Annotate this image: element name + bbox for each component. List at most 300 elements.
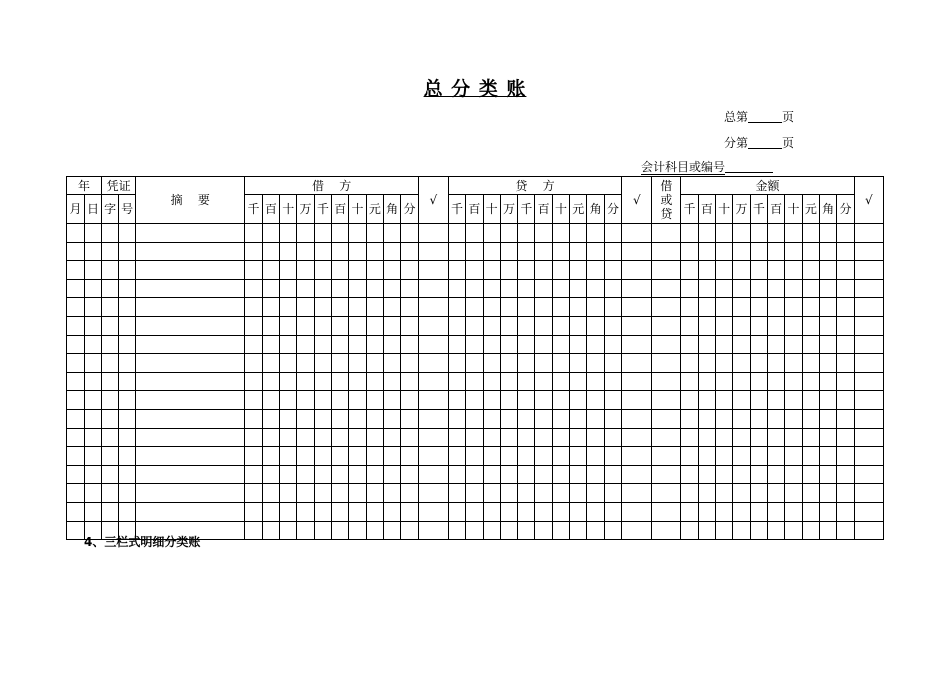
ledger-cell[interactable] [136,335,245,354]
ledger-cell[interactable] [518,261,535,280]
ledger-cell[interactable] [280,242,297,261]
ledger-cell[interactable] [384,261,401,280]
ledger-cell[interactable] [587,447,604,466]
ledger-cell[interactable] [716,354,733,373]
ledger-cell[interactable] [570,335,587,354]
ledger-cell[interactable] [366,521,383,540]
ledger-cell[interactable] [483,316,500,335]
ledger-cell[interactable] [716,465,733,484]
ledger-cell[interactable] [552,521,569,540]
ledger-cell[interactable] [483,335,500,354]
ledger-cell[interactable] [819,316,836,335]
ledger-cell[interactable] [466,335,483,354]
ledger-cell[interactable] [466,279,483,298]
ledger-cell[interactable] [768,502,785,521]
ledger-cell[interactable] [401,391,418,410]
ledger-cell[interactable] [681,316,698,335]
ledger-cell[interactable] [448,409,465,428]
ledger-cell[interactable] [384,279,401,298]
ledger-cell[interactable] [119,447,136,466]
ledger-cell[interactable] [466,409,483,428]
ledger-cell[interactable] [384,447,401,466]
ledger-cell[interactable] [622,354,652,373]
ledger-cell[interactable] [587,224,604,243]
ledger-cell[interactable] [802,261,819,280]
ledger-cell[interactable] [716,447,733,466]
ledger-cell[interactable] [466,224,483,243]
ledger-cell[interactable] [280,465,297,484]
ledger-cell[interactable] [500,391,517,410]
ledger-cell[interactable] [698,242,715,261]
ledger-cell[interactable] [349,521,366,540]
ledger-cell[interactable] [85,465,102,484]
ledger-cell[interactable] [500,521,517,540]
ledger-cell[interactable] [681,409,698,428]
ledger-cell[interactable] [552,372,569,391]
ledger-cell[interactable] [280,521,297,540]
ledger-cell[interactable] [733,261,750,280]
ledger-cell[interactable] [349,428,366,447]
ledger-cell[interactable] [466,502,483,521]
ledger-cell[interactable] [262,335,279,354]
ledger-cell[interactable] [314,242,331,261]
ledger-cell[interactable] [483,224,500,243]
ledger-cell[interactable] [837,279,854,298]
ledger-cell[interactable] [366,391,383,410]
ledger-cell[interactable] [535,372,552,391]
ledger-cell[interactable] [500,447,517,466]
ledger-cell[interactable] [535,484,552,503]
ledger-cell[interactable] [802,242,819,261]
ledger-cell[interactable] [401,521,418,540]
ledger-cell[interactable] [366,316,383,335]
ledger-cell[interactable] [768,261,785,280]
ledger-cell[interactable] [297,316,314,335]
ledger-cell[interactable] [483,484,500,503]
ledger-cell[interactable] [119,224,136,243]
ledger-cell[interactable] [67,465,85,484]
ledger-cell[interactable] [854,354,883,373]
ledger-cell[interactable] [733,521,750,540]
ledger-cell[interactable] [604,316,621,335]
ledger-cell[interactable] [314,391,331,410]
ledger-cell[interactable] [245,335,262,354]
ledger-cell[interactable] [119,316,136,335]
ledger-cell[interactable] [681,465,698,484]
ledger-cell[interactable] [102,502,119,521]
ledger-cell[interactable] [384,502,401,521]
ledger-cell[interactable] [604,335,621,354]
ledger-cell[interactable] [819,484,836,503]
ledger-cell[interactable] [418,521,448,540]
ledger-cell[interactable] [587,354,604,373]
ledger-cell[interactable] [837,372,854,391]
ledger-cell[interactable] [854,502,883,521]
ledger-cell[interactable] [733,224,750,243]
ledger-cell[interactable] [418,354,448,373]
ledger-cell[interactable] [854,279,883,298]
ledger-cell[interactable] [314,354,331,373]
ledger-cell[interactable] [750,428,767,447]
ledger-cell[interactable] [570,224,587,243]
ledger-cell[interactable] [332,224,349,243]
ledger-cell[interactable] [448,447,465,466]
ledger-cell[interactable] [819,279,836,298]
ledger-cell[interactable] [401,242,418,261]
ledger-cell[interactable] [262,224,279,243]
ledger-cell[interactable] [119,279,136,298]
ledger-cell[interactable] [681,372,698,391]
ledger-cell[interactable] [297,372,314,391]
ledger-cell[interactable] [854,242,883,261]
ledger-cell[interactable] [716,242,733,261]
ledger-cell[interactable] [119,261,136,280]
ledger-cell[interactable] [716,409,733,428]
ledger-cell[interactable] [622,224,652,243]
ledger-cell[interactable] [349,279,366,298]
ledger-cell[interactable] [384,409,401,428]
ledger-cell[interactable] [750,391,767,410]
ledger-cell[interactable] [768,447,785,466]
ledger-cell[interactable] [384,484,401,503]
ledger-cell[interactable] [102,372,119,391]
ledger-cell[interactable] [280,224,297,243]
ledger-cell[interactable] [418,298,448,317]
ledger-cell[interactable] [297,354,314,373]
ledger-cell[interactable] [384,354,401,373]
ledger-cell[interactable] [535,316,552,335]
ledger-cell[interactable] [349,484,366,503]
ledger-cell[interactable] [483,391,500,410]
ledger-cell[interactable] [349,391,366,410]
ledger-cell[interactable] [622,279,652,298]
ledger-cell[interactable] [716,372,733,391]
ledger-cell[interactable] [518,502,535,521]
ledger-cell[interactable] [518,242,535,261]
ledger-cell[interactable] [85,242,102,261]
ledger-cell[interactable] [652,391,681,410]
ledger-cell[interactable] [466,354,483,373]
ledger-cell[interactable] [535,261,552,280]
ledger-cell[interactable] [785,484,802,503]
ledger-cell[interactable] [85,502,102,521]
ledger-cell[interactable] [785,465,802,484]
ledger-cell[interactable] [401,465,418,484]
ledger-cell[interactable] [401,502,418,521]
ledger-cell[interactable] [102,279,119,298]
ledger-cell[interactable] [802,316,819,335]
ledger-cell[interactable] [119,298,136,317]
ledger-cell[interactable] [785,242,802,261]
ledger-cell[interactable] [67,484,85,503]
ledger-cell[interactable] [332,261,349,280]
ledger-cell[interactable] [733,242,750,261]
ledger-cell[interactable] [332,242,349,261]
ledger-cell[interactable] [854,428,883,447]
ledger-cell[interactable] [716,391,733,410]
ledger-cell[interactable] [535,409,552,428]
ledger-cell[interactable] [681,391,698,410]
ledger-cell[interactable] [622,447,652,466]
ledger-cell[interactable] [716,521,733,540]
ledger-cell[interactable] [280,502,297,521]
ledger-cell[interactable] [448,354,465,373]
ledger-cell[interactable] [483,502,500,521]
ledger-cell[interactable] [535,335,552,354]
ledger-cell[interactable] [136,279,245,298]
ledger-cell[interactable] [262,316,279,335]
ledger-cell[interactable] [570,279,587,298]
ledger-cell[interactable] [418,465,448,484]
ledger-cell[interactable] [570,354,587,373]
ledger-cell[interactable] [652,261,681,280]
ledger-cell[interactable] [67,502,85,521]
ledger-cell[interactable] [136,242,245,261]
ledger-cell[interactable] [854,484,883,503]
ledger-cell[interactable] [366,298,383,317]
ledger-cell[interactable] [466,261,483,280]
ledger-cell[interactable] [570,465,587,484]
ledger-cell[interactable] [750,521,767,540]
ledger-cell[interactable] [652,465,681,484]
ledger-cell[interactable] [418,242,448,261]
ledger-cell[interactable] [85,428,102,447]
ledger-cell[interactable] [750,447,767,466]
ledger-cell[interactable] [604,428,621,447]
ledger-cell[interactable] [280,298,297,317]
ledger-cell[interactable] [483,372,500,391]
ledger-cell[interactable] [500,298,517,317]
ledger-cell[interactable] [622,521,652,540]
ledger-cell[interactable] [570,409,587,428]
ledger-cell[interactable] [587,484,604,503]
ledger-cell[interactable] [750,502,767,521]
ledger-cell[interactable] [552,391,569,410]
ledger-cell[interactable] [448,335,465,354]
ledger-cell[interactable] [819,428,836,447]
ledger-cell[interactable] [483,261,500,280]
ledger-cell[interactable] [652,354,681,373]
ledger-cell[interactable] [622,409,652,428]
ledger-cell[interactable] [587,521,604,540]
ledger-cell[interactable] [604,224,621,243]
ledger-cell[interactable] [119,391,136,410]
ledger-cell[interactable] [280,354,297,373]
ledger-cell[interactable] [518,372,535,391]
ledger-cell[interactable] [466,465,483,484]
ledger-cell[interactable] [297,279,314,298]
ledger-cell[interactable] [401,224,418,243]
ledger-cell[interactable] [716,316,733,335]
ledger-cell[interactable] [587,372,604,391]
ledger-cell[interactable] [622,316,652,335]
ledger-cell[interactable] [622,502,652,521]
ledger-cell[interactable] [837,521,854,540]
ledger-cell[interactable] [698,335,715,354]
total-page-blank[interactable] [748,110,782,123]
ledger-cell[interactable] [785,521,802,540]
ledger-cell[interactable] [332,502,349,521]
ledger-cell[interactable] [733,465,750,484]
ledger-cell[interactable] [552,335,569,354]
ledger-cell[interactable] [102,261,119,280]
ledger-cell[interactable] [837,316,854,335]
ledger-cell[interactable] [448,465,465,484]
ledger-cell[interactable] [854,447,883,466]
ledger-cell[interactable] [102,484,119,503]
ledger-cell[interactable] [570,316,587,335]
ledger-cell[interactable] [837,335,854,354]
ledger-cell[interactable] [401,279,418,298]
ledger-cell[interactable] [785,316,802,335]
ledger-cell[interactable] [332,409,349,428]
ledger-cell[interactable] [802,447,819,466]
ledger-cell[interactable] [698,279,715,298]
ledger-cell[interactable] [518,447,535,466]
ledger-cell[interactable] [245,428,262,447]
ledger-cell[interactable] [297,335,314,354]
ledger-cell[interactable] [716,502,733,521]
ledger-cell[interactable] [332,428,349,447]
ledger-cell[interactable] [785,391,802,410]
ledger-cell[interactable] [67,298,85,317]
ledger-cell[interactable] [245,279,262,298]
ledger-cell[interactable] [837,502,854,521]
ledger-cell[interactable] [102,428,119,447]
ledger-cell[interactable] [262,502,279,521]
ledger-cell[interactable] [802,409,819,428]
ledger-cell[interactable] [332,484,349,503]
ledger-cell[interactable] [483,298,500,317]
ledger-cell[interactable] [280,391,297,410]
ledger-cell[interactable] [802,502,819,521]
ledger-cell[interactable] [518,298,535,317]
ledger-cell[interactable] [384,316,401,335]
ledger-cell[interactable] [262,409,279,428]
ledger-cell[interactable] [262,447,279,466]
ledger-cell[interactable] [819,502,836,521]
ledger-cell[interactable] [587,298,604,317]
ledger-cell[interactable] [448,242,465,261]
ledger-cell[interactable] [314,298,331,317]
ledger-cell[interactable] [768,465,785,484]
ledger-cell[interactable] [681,447,698,466]
ledger-cell[interactable] [698,354,715,373]
ledger-cell[interactable] [802,391,819,410]
ledger-cell[interactable] [652,372,681,391]
ledger-cell[interactable] [262,261,279,280]
ledger-cell[interactable] [245,447,262,466]
ledger-cell[interactable] [785,261,802,280]
ledger-cell[interactable] [500,242,517,261]
ledger-cell[interactable] [768,372,785,391]
ledger-cell[interactable] [570,261,587,280]
ledger-cell[interactable] [418,391,448,410]
ledger-cell[interactable] [262,521,279,540]
ledger-cell[interactable] [750,316,767,335]
ledger-cell[interactable] [102,391,119,410]
ledger-cell[interactable] [837,391,854,410]
ledger-cell[interactable] [245,261,262,280]
ledger-cell[interactable] [136,502,245,521]
ledger-cell[interactable] [280,447,297,466]
ledger-cell[interactable] [262,465,279,484]
ledger-cell[interactable] [768,409,785,428]
ledger-cell[interactable] [535,447,552,466]
ledger-cell[interactable] [102,354,119,373]
ledger-cell[interactable] [349,502,366,521]
ledger-cell[interactable] [802,372,819,391]
ledger-cell[interactable] [819,242,836,261]
ledger-cell[interactable] [750,335,767,354]
ledger-cell[interactable] [681,502,698,521]
ledger-cell[interactable] [262,354,279,373]
ledger-cell[interactable] [819,335,836,354]
ledger-cell[interactable] [401,484,418,503]
ledger-cell[interactable] [622,372,652,391]
ledger-cell[interactable] [681,261,698,280]
ledger-cell[interactable] [802,428,819,447]
ledger-cell[interactable] [622,298,652,317]
ledger-cell[interactable] [570,391,587,410]
ledger-cell[interactable] [552,316,569,335]
ledger-cell[interactable] [85,335,102,354]
ledger-cell[interactable] [418,335,448,354]
ledger-cell[interactable] [587,391,604,410]
ledger-cell[interactable] [819,372,836,391]
ledger-cell[interactable] [587,335,604,354]
ledger-cell[interactable] [297,298,314,317]
ledger-cell[interactable] [314,428,331,447]
ledger-cell[interactable] [518,391,535,410]
ledger-cell[interactable] [716,335,733,354]
ledger-cell[interactable] [552,465,569,484]
ledger-cell[interactable] [733,447,750,466]
ledger-cell[interactable] [448,484,465,503]
ledger-cell[interactable] [136,298,245,317]
ledger-cell[interactable] [136,261,245,280]
ledger-cell[interactable] [245,298,262,317]
ledger-cell[interactable] [297,484,314,503]
ledger-cell[interactable] [314,279,331,298]
ledger-cell[interactable] [768,298,785,317]
ledger-cell[interactable] [349,447,366,466]
ledger-cell[interactable] [698,502,715,521]
ledger-cell[interactable] [136,316,245,335]
ledger-cell[interactable] [604,298,621,317]
ledger-cell[interactable] [604,279,621,298]
ledger-cell[interactable] [733,502,750,521]
ledger-cell[interactable] [785,409,802,428]
ledger-cell[interactable] [552,502,569,521]
ledger-cell[interactable] [570,502,587,521]
ledger-cell[interactable] [698,372,715,391]
ledger-cell[interactable] [136,391,245,410]
ledger-cell[interactable] [119,465,136,484]
ledger-cell[interactable] [854,261,883,280]
ledger-cell[interactable] [85,372,102,391]
ledger-cell[interactable] [535,521,552,540]
ledger-cell[interactable] [332,298,349,317]
ledger-cell[interactable] [67,224,85,243]
ledger-cell[interactable] [604,484,621,503]
ledger-cell[interactable] [552,279,569,298]
ledger-cell[interactable] [570,372,587,391]
ledger-cell[interactable] [604,354,621,373]
ledger-cell[interactable] [245,372,262,391]
ledger-cell[interactable] [67,521,85,540]
ledger-cell[interactable] [448,502,465,521]
